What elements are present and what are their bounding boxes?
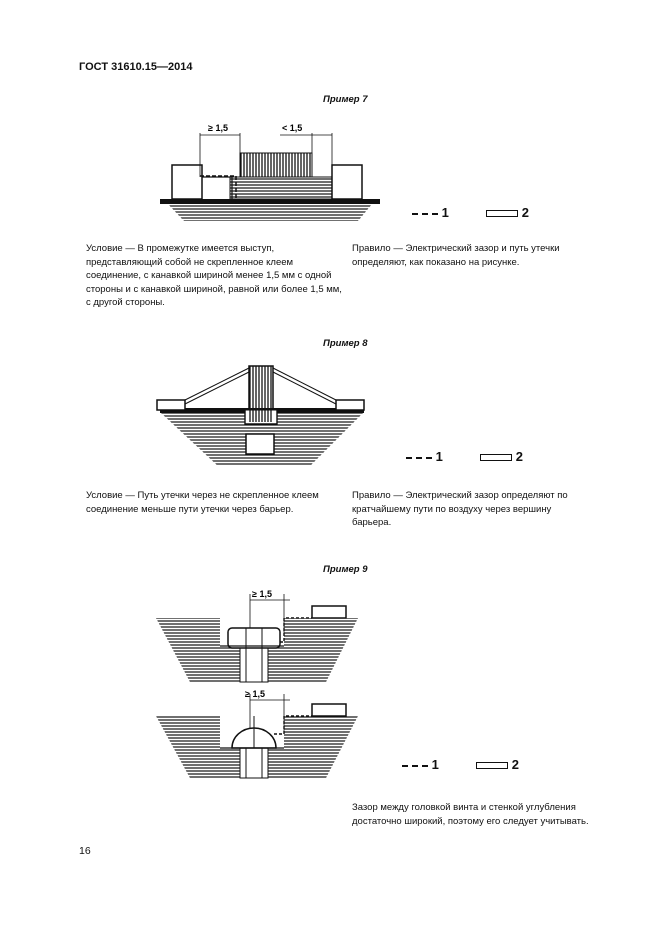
rule-text: Правило — Электрический зазор определяют по кратчайшему пути по воздуху через вершину барьера. bbox=[352, 490, 568, 528]
condition-text: Условие — В промежутке имеется выступ, представляющий собой не скрепленное клеем соединение, с канавкой шириной менее 1,5 мм с одной стороны и с канавкой шириной, равной или более 1,5 мм, с другой стороны. bbox=[86, 243, 342, 308]
legend-example-9: 1 2 bbox=[402, 757, 519, 772]
dimension-label: ≥ 1,5 bbox=[252, 589, 272, 599]
creepage-bar-icon bbox=[486, 210, 518, 217]
example-7-title: Пример 7 bbox=[323, 94, 368, 105]
dimension-label: ≥ 1,5 bbox=[245, 689, 265, 699]
dimension-label: < 1,5 bbox=[282, 123, 303, 133]
legend-example-7: 1 2 bbox=[412, 205, 529, 220]
example-7-diagram bbox=[150, 115, 390, 227]
clearance-line-icon bbox=[406, 457, 432, 459]
dimension-label: ≥ 1,5 bbox=[208, 123, 228, 133]
example-8-diagram bbox=[150, 358, 375, 470]
clearance-line-icon bbox=[402, 765, 428, 767]
condition-text: Условие — Путь утечки через не скрепленное клеем соединение меньше пути утечки через барьер. bbox=[86, 490, 319, 515]
legend-example-8: 1 2 bbox=[406, 449, 523, 464]
example-9-diagram bbox=[150, 584, 365, 784]
example-8-title: Пример 8 bbox=[323, 338, 368, 349]
creepage-bar-icon bbox=[480, 454, 512, 461]
clearance-line-icon bbox=[412, 213, 438, 215]
document-header: ГОСТ 31610.15—2014 bbox=[79, 61, 193, 73]
creepage-bar-icon bbox=[476, 762, 508, 769]
rule-text: Правило — Электрический зазор и путь утечки определяют, как показано на рисунке. bbox=[352, 243, 560, 268]
note-text: Зазор между головкой винта и стенкой углубления достаточно широкий, поэтому его следует учитывать. bbox=[352, 802, 589, 827]
example-9-title: Пример 9 bbox=[323, 564, 368, 575]
page-number: 16 bbox=[79, 845, 91, 857]
